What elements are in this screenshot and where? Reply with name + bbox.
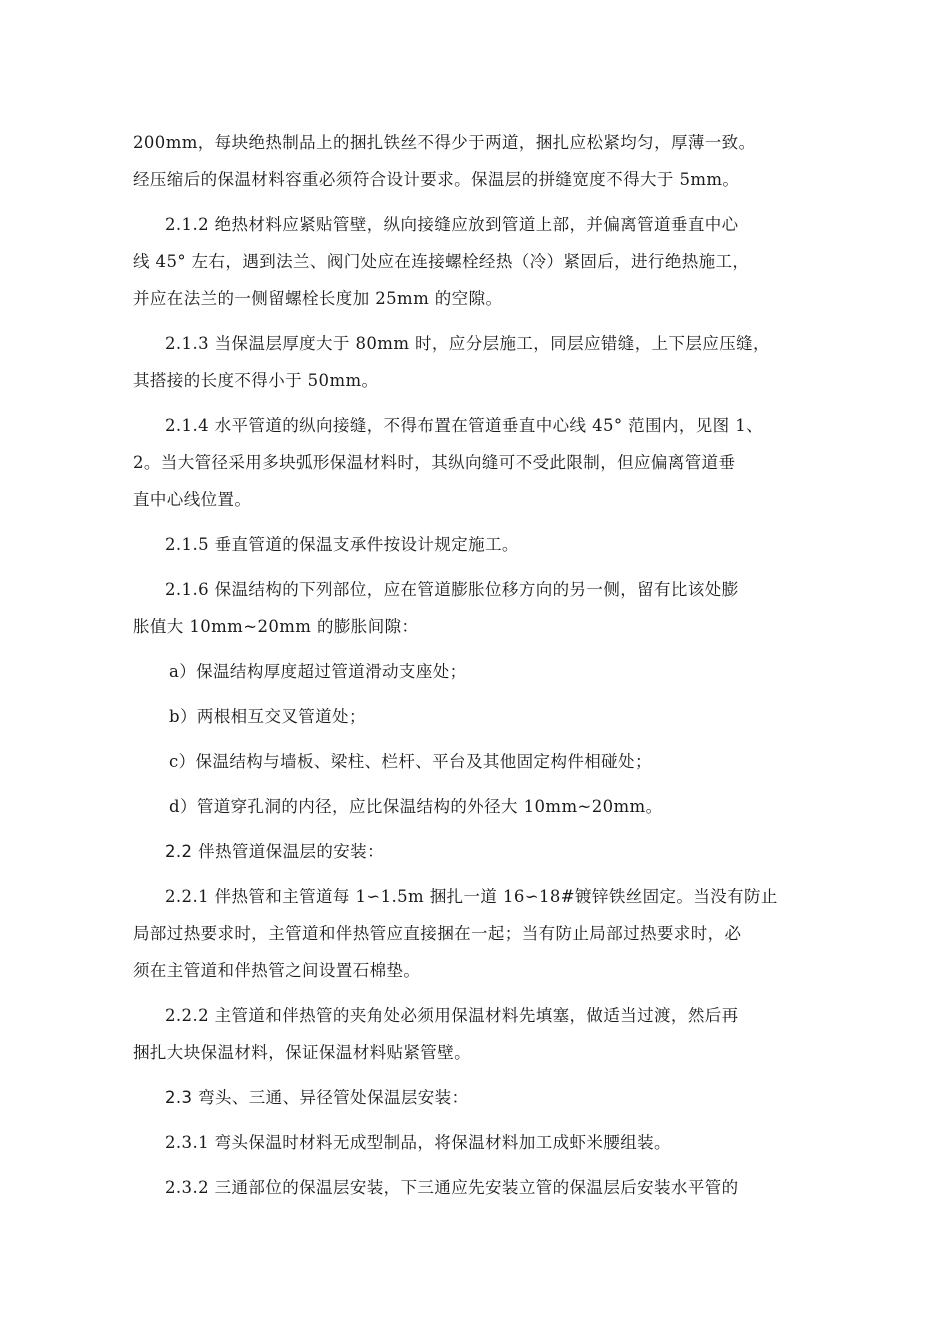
text-line: 200mm，每块绝热制品上的捆扎铁丝不得少于两道，捆扎应松紧均匀，厚薄一致。 bbox=[133, 133, 756, 152]
text-line: 经压缩后的保温材料容重必须符合设计要求。保温层的拼缝宽度不得大于 5mm。 bbox=[133, 170, 740, 189]
list-item-a: a）保温结构厚度超过管道滑动支座处； bbox=[169, 662, 467, 681]
list-item-c: c）保温结构与墙板、梁柱、栏杆、平台及其他固定构件相碰处； bbox=[169, 752, 652, 771]
clause-2-1-2: 2.1.2 绝热材料应紧贴管壁，纵向接缝应放到管道上部，并偏离管道垂直中心 bbox=[165, 215, 739, 234]
document-body bbox=[133, 124, 823, 1206]
text-line: 其搭接的长度不得小于 50mm。 bbox=[133, 371, 379, 390]
clause-2-1-4: 2.1.4 水平管道的纵向接缝，不得布置在管道垂直中心线 45° 范围内，见图 1、 bbox=[165, 416, 764, 435]
clause-2-2-2: 2.2.2 主管道和伴热管的夹角处必须用保温材料先填塞，做适当过渡，然后再 bbox=[165, 1006, 739, 1025]
text-line: 捆扎大块保温材料，保证保温材料贴紧管壁。 bbox=[133, 1043, 471, 1062]
clause-2-1-3: 2.1.3 当保温层厚度大于 80mm 时，应分层施工，同层应错缝，上下层应压缝， bbox=[165, 334, 770, 353]
text-line: 直中心线位置。 bbox=[133, 490, 252, 509]
clause-2-2-1: 2.2.1 伴热管和主管道每 1∽1.5m 捆扎一道 16∽18#镀锌铁丝固定。当没有防止 bbox=[165, 887, 778, 906]
text-line: 线 45° 左右，遇到法兰、阀门处应在连接螺栓经热（冷）紧固后，进行绝热施工， bbox=[133, 252, 750, 271]
section-heading-2-3: 2.3 弯头、三通、异径管处保温层安装： bbox=[165, 1088, 469, 1107]
text-line: 2。当大管径采用多块弧形保温材料时，其纵向缝可不受此限制，但应偏离管道垂 bbox=[133, 453, 736, 472]
text-line: 并应在法兰的一侧留螺栓长度加 25mm 的空隙。 bbox=[133, 289, 503, 308]
clause-2-3-2: 2.3.2 三通部位的保温层安装，下三通应先安装立管的保温层后安装水平管的 bbox=[165, 1178, 739, 1197]
section-heading-2-2: 2.2 伴热管道保温层的安装： bbox=[165, 842, 384, 861]
text-line: 胀值大 10mm~20mm 的膨胀间隙： bbox=[133, 617, 419, 636]
text-line: 局部过热要求时，主管道和伴热管应直接捆在一起；当有防止局部过热要求时，必 bbox=[133, 924, 742, 943]
text-line: 须在主管道和伴热管之间设置石棉垫。 bbox=[133, 961, 421, 980]
list-item-b: b）两根相互交叉管道处； bbox=[169, 707, 366, 726]
list-item-d: d）管道穿孔洞的内径，应比保温结构的外径大 10mm~20mm。 bbox=[169, 797, 663, 816]
clause-2-1-6: 2.1.6 保温结构的下列部位，应在管道膨胀位移方向的另一侧，留有比该处膨 bbox=[165, 580, 739, 599]
clause-2-1-5: 2.1.5 垂直管道的保温支承件按设计规定施工。 bbox=[165, 535, 519, 554]
clause-2-3-1: 2.3.1 弯头保温时材料无成型制品，将保温材料加工成虾米腰组装。 bbox=[165, 1133, 671, 1152]
